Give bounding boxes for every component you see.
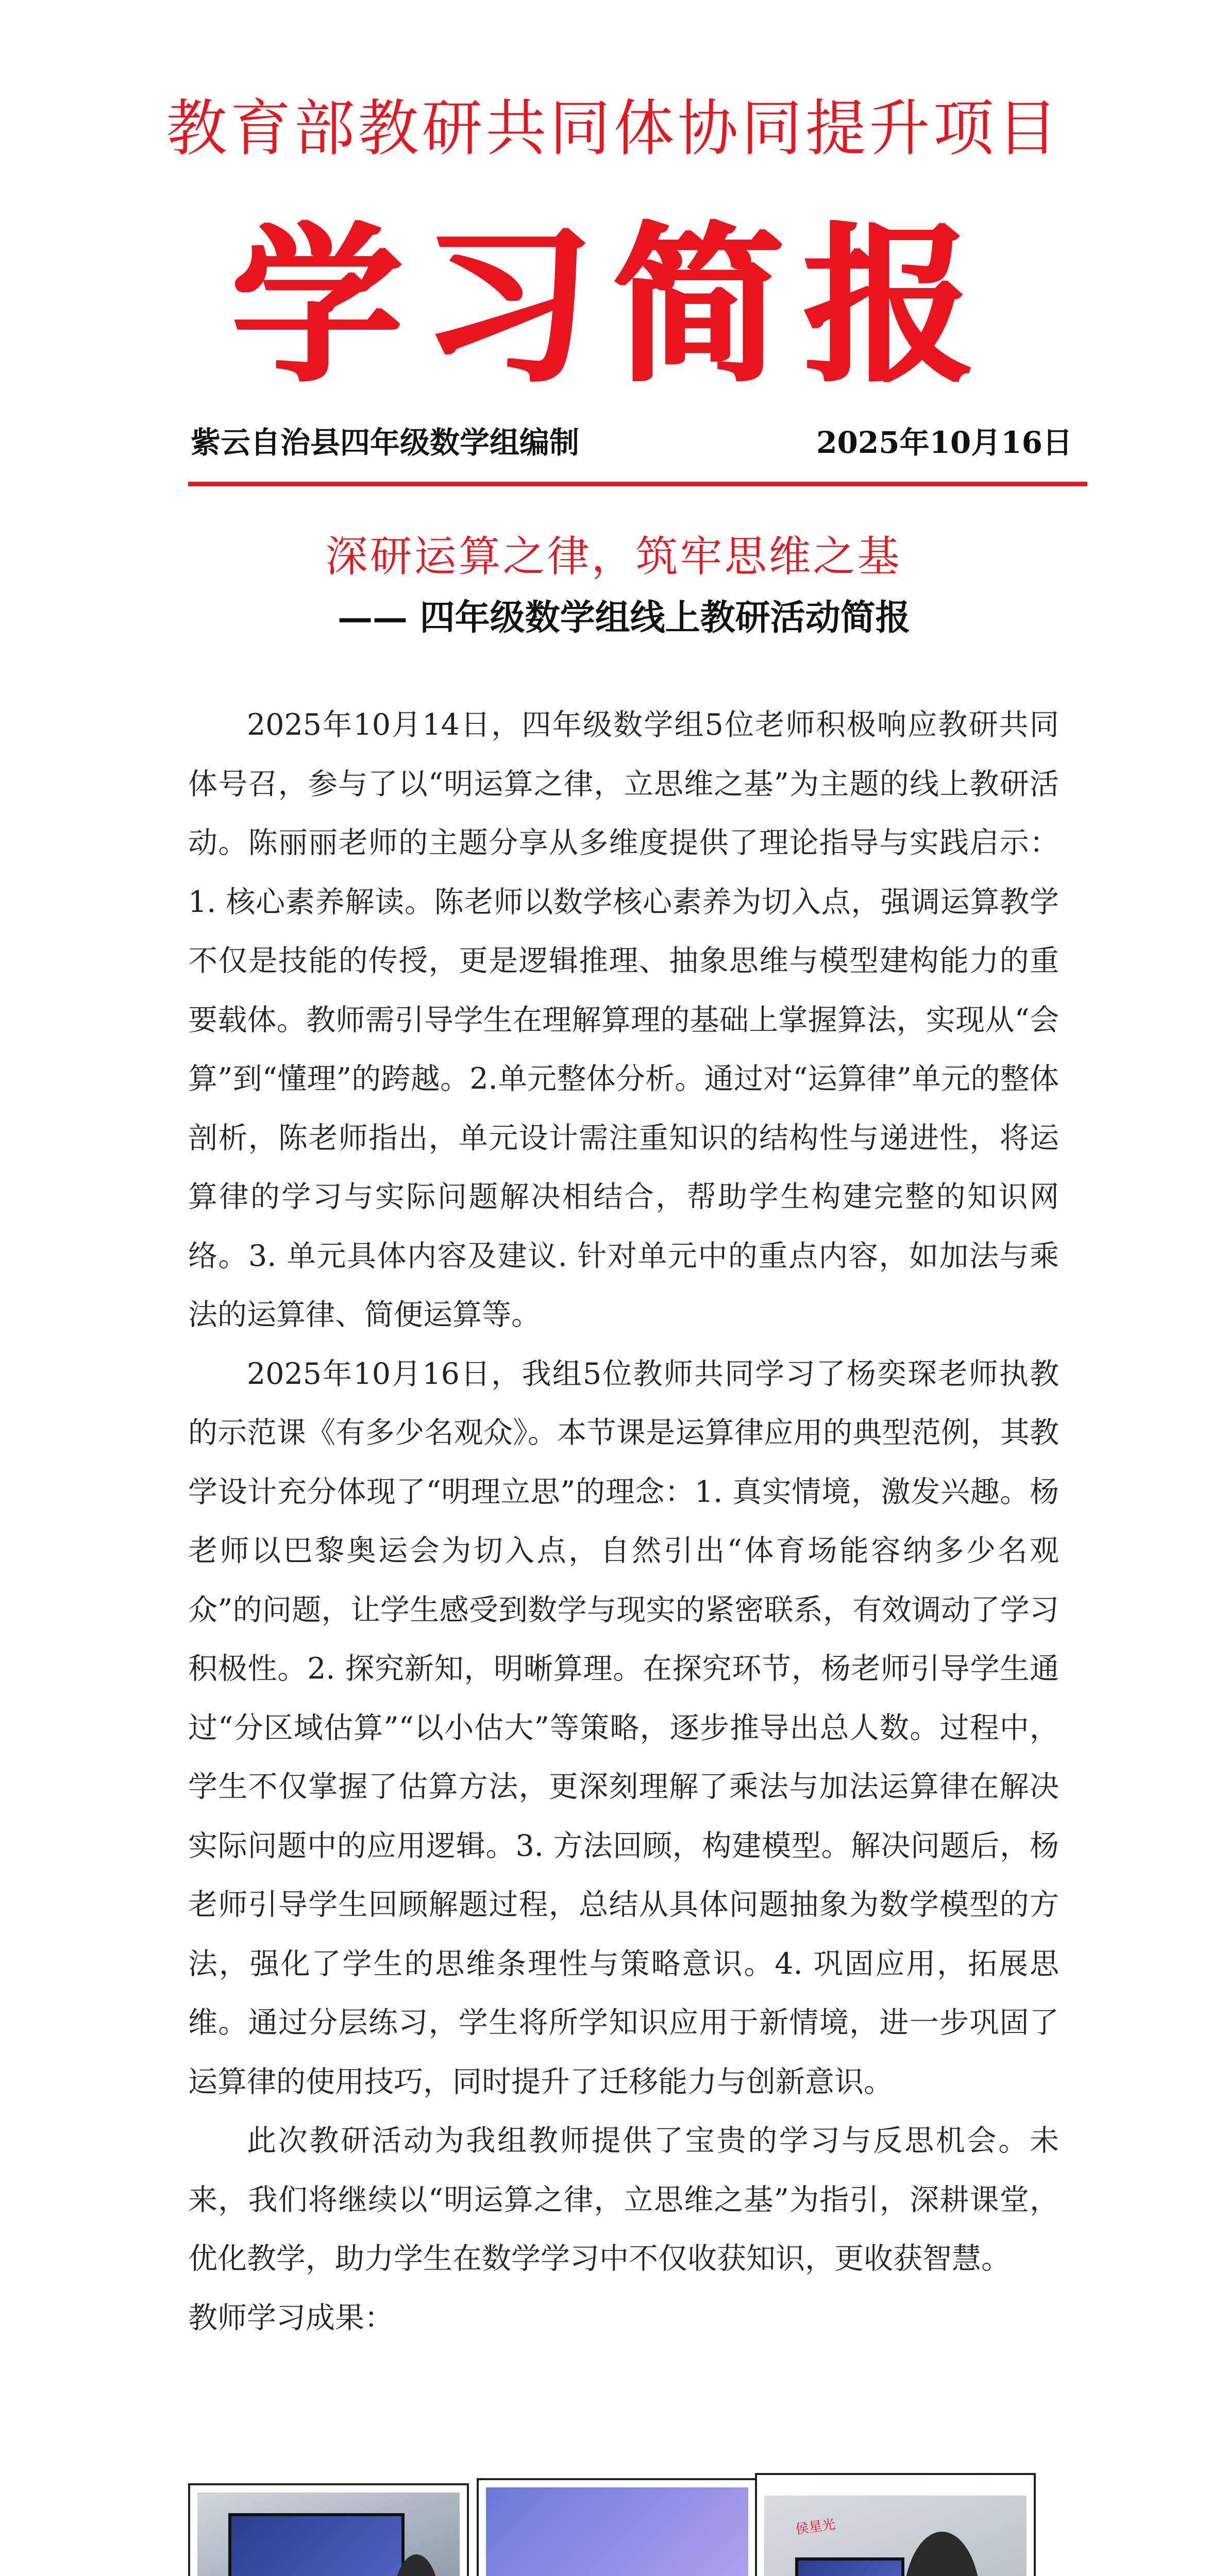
paragraph: 2025年10月16日，我组5位教师共同学习了杨奕琛老师执教的示范课《有多少名观众》。本节课是运算律应用的典型范例，其教学设计充分体现了“明理立思”的理念：1. 真实情境，激发兴趣。杨老师以巴黎奥运会为切入点，自然引出“体育场能容纳多少名观众”的问题，让学生感受到数学与现实的紧密联系，有效调动了学习积极性。2. 探究新知，明晰算理。在探究环节，杨老师引导学生通过“分区域估算”“以小估大”等策略，逐步推导出总人数。过程中，学生不仅掌握了估算方法，更深刻理解了乘法与加法运算律在解决实际问题中的应用逻辑。3. 方法回顾，构建模型。解决问题后，杨老师引导学生回顾解题过程，总结从具体问题抽象为数学模型的方法，强化了学生的思维条理性与策略意识。4. 巩固应用，拓展思维。通过分层练习，学生将所学知识应用于新情境，进一步巩固了运算律的使用技巧，同时提升了迁移能力与创新意识。 (188, 1357, 1059, 2099)
photo-card (755, 2473, 1036, 2576)
results-heading: 教师学习成果： (188, 2300, 394, 2335)
publisher: 紫云自治县四年级数学组编制 (191, 425, 580, 460)
paragraph: 2025年10月14日，四年级数学组5位老师积极响应教研共同体号召，参与了以“明运算之律，立思维之基”为主题的线上教研活动。陈丽丽老师的主题分享从多维度提供了理论指导与实践启示：1. 核心素养解读。陈老师以数学核心素养为切入点，强调运算教学不仅是技能的传授，更是逻辑推理、抽象思维与模型建构能力的重要载体。教师需引导学生在理解算理的基础上掌握算法，实现从“会算”到“懂理”的跨越。2.单元整体分析。通过对“运算律”单元的整体剖析，陈老师指出，单元设计需注重知识的结构性与递进性，将运算律的学习与实际问题解决相结合，帮助学生构建完整的知识网络。3. 单元具体内容及建议. 针对单元中的重点内容，如加法与乘法的运算律、简便运算等。 (188, 708, 1059, 1332)
article-subtitle: —— 四年级数学组线上教研活动简报 (338, 597, 911, 638)
header-divider (188, 482, 1087, 486)
photo-card (188, 2483, 469, 2576)
meeting-photo (197, 2493, 460, 2576)
paragraph: 此次教研活动为我组教师提供了宝贵的学习与反思机会。未来，我们将继续以“明运算之律，立思维之基”为指引，深耕课堂，优化教学，助力学生在数学学习中不仅收获知识，更收获智慧。 (188, 2124, 1059, 2276)
photo-card (477, 2478, 758, 2576)
meeting-photo (486, 2487, 748, 2576)
meeting-photo: 侯星光 (764, 2496, 1027, 2576)
article-title: 深研运算之律，筑牢思维之基 (325, 532, 902, 581)
project-title: 教育部教研共同体协同提升项目 (166, 93, 1061, 164)
newsletter-title: 学习简报 (232, 208, 995, 405)
issue-date: 2025年10月16日 (816, 425, 1072, 460)
article-body (188, 696, 1059, 2347)
